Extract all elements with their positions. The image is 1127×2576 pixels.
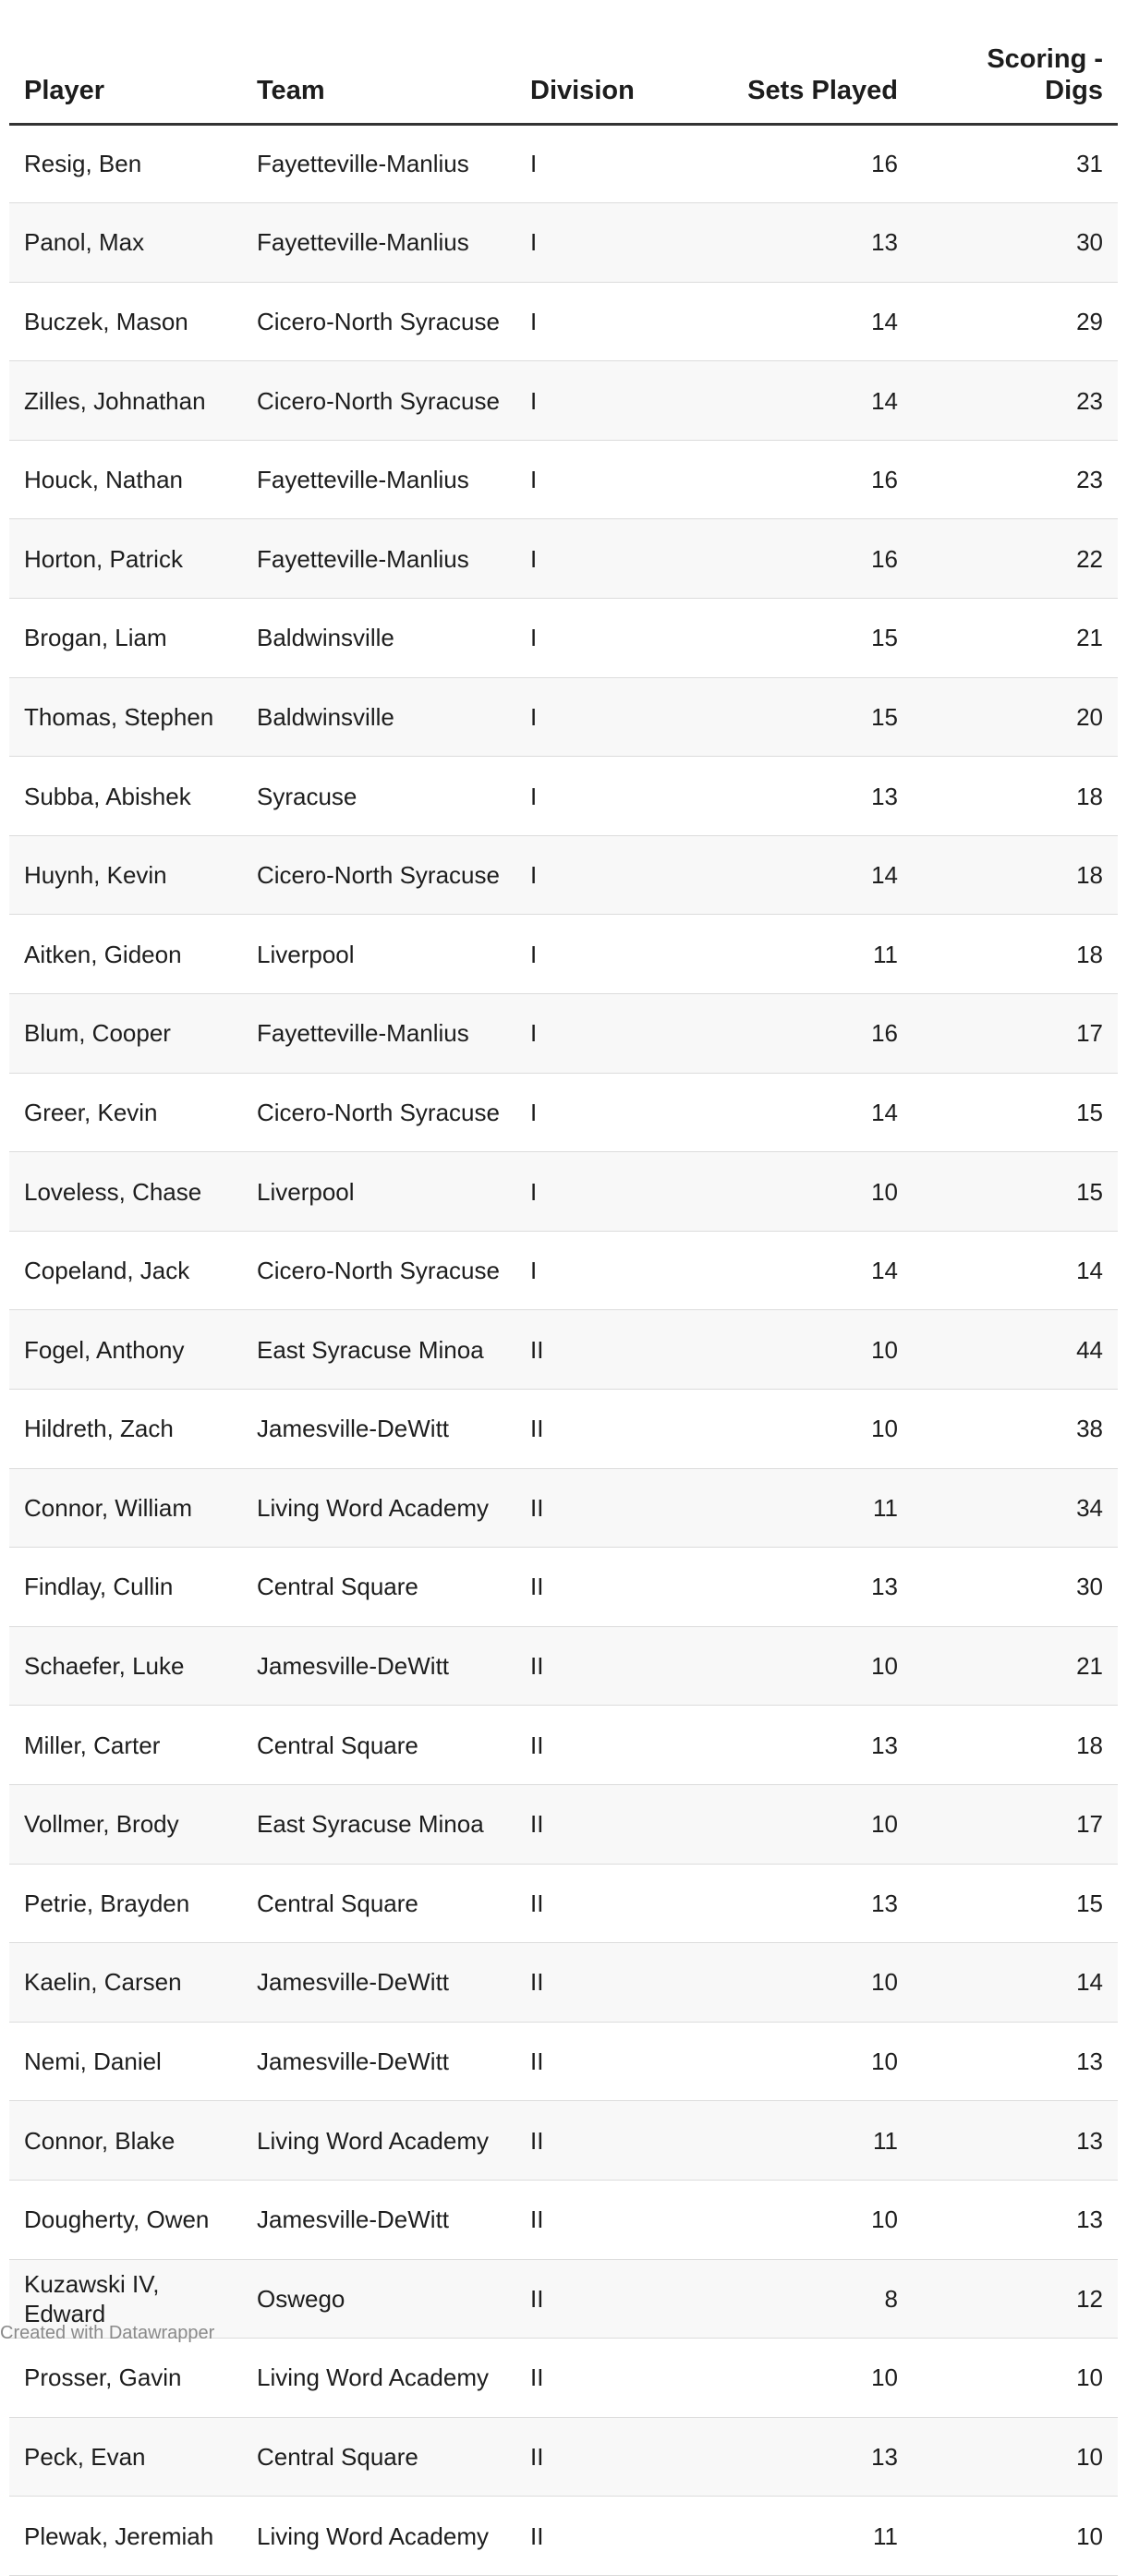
cell-player: Loveless, Chase — [9, 1152, 242, 1232]
cell-scoring-digs: 13 — [913, 2101, 1118, 2181]
cell-sets-played: 10 — [636, 1310, 913, 1390]
cell-division: I — [515, 1152, 636, 1232]
cell-team: Liverpool — [242, 1152, 515, 1232]
cell-player: Thomas, Stephen — [9, 677, 242, 757]
cell-scoring-digs: 12 — [913, 2259, 1118, 2339]
cell-scoring-digs: 23 — [913, 361, 1118, 441]
header-team[interactable]: Team — [242, 0, 515, 124]
cell-division: I — [515, 1073, 636, 1152]
cell-team: Cicero-North Syracuse — [242, 361, 515, 441]
cell-scoring-digs: 17 — [913, 1784, 1118, 1864]
cell-division: I — [515, 835, 636, 915]
datawrapper-credit[interactable]: Created with Datawrapper — [0, 2323, 215, 2343]
cell-team: Fayetteville-Manlius — [242, 519, 515, 599]
cell-team: Oswego — [242, 2259, 515, 2339]
cell-player: Vollmer, Brody — [9, 1784, 242, 1864]
cell-sets-played: 15 — [636, 599, 913, 678]
cell-player: Aitken, Gideon — [9, 915, 242, 994]
cell-division: I — [515, 757, 636, 836]
table-row — [9, 994, 1118, 1074]
cell-player: Kuzawski IV, Edward — [9, 2259, 242, 2339]
cell-team: Living Word Academy — [242, 2339, 515, 2418]
cell-sets-played: 16 — [636, 519, 913, 599]
cell-division: I — [515, 361, 636, 441]
cell-scoring-digs: 10 — [913, 2417, 1118, 2497]
cell-division: II — [515, 2497, 636, 2576]
table-row — [9, 1231, 1118, 1310]
cell-team: East Syracuse Minoa — [242, 1310, 515, 1390]
cell-scoring-digs: 14 — [913, 1231, 1118, 1310]
cell-scoring-digs: 10 — [913, 2339, 1118, 2418]
cell-division: II — [515, 1468, 636, 1548]
cell-player: Connor, William — [9, 1468, 242, 1548]
cell-player: Dougherty, Owen — [9, 2180, 242, 2259]
cell-player: Horton, Patrick — [9, 519, 242, 599]
cell-sets-played: 13 — [636, 1706, 913, 1785]
cell-team: Jamesville-DeWitt — [242, 2022, 515, 2101]
cell-team: Central Square — [242, 1706, 515, 1785]
cell-scoring-digs: 13 — [913, 2022, 1118, 2101]
cell-player: Plewak, Jeremiah — [9, 2497, 242, 2576]
cell-division: II — [515, 2180, 636, 2259]
cell-scoring-digs: 22 — [913, 519, 1118, 599]
table-row — [9, 124, 1118, 203]
cell-player: Blum, Cooper — [9, 994, 242, 1074]
cell-division: I — [515, 994, 636, 1074]
cell-scoring-digs: 15 — [913, 1864, 1118, 1943]
cell-player: Prosser, Gavin — [9, 2339, 242, 2418]
cell-scoring-digs: 15 — [913, 1152, 1118, 1232]
cell-scoring-digs: 15 — [913, 1073, 1118, 1152]
cell-team: Baldwinsville — [242, 677, 515, 757]
header-sets-played[interactable]: Sets Played — [636, 0, 913, 124]
cell-scoring-digs: 21 — [913, 599, 1118, 678]
cell-player: Hildreth, Zach — [9, 1390, 242, 1469]
cell-sets-played: 10 — [636, 2339, 913, 2418]
table-row — [9, 2101, 1118, 2181]
cell-sets-played: 10 — [636, 1943, 913, 2023]
cell-sets-played: 8 — [636, 2259, 913, 2339]
cell-player: Nemi, Daniel — [9, 2022, 242, 2101]
cell-player: Fogel, Anthony — [9, 1310, 242, 1390]
cell-sets-played: 13 — [636, 1864, 913, 1943]
cell-player: Kaelin, Carsen — [9, 1943, 242, 2023]
table-row — [9, 203, 1118, 283]
cell-sets-played: 10 — [636, 1152, 913, 1232]
cell-scoring-digs: 44 — [913, 1310, 1118, 1390]
cell-scoring-digs: 34 — [913, 1468, 1118, 1548]
cell-scoring-digs: 18 — [913, 757, 1118, 836]
table-row — [9, 2339, 1118, 2418]
cell-player: Greer, Kevin — [9, 1073, 242, 1152]
cell-division: II — [515, 2101, 636, 2181]
cell-division: II — [515, 1943, 636, 2023]
cell-sets-played: 16 — [636, 124, 913, 203]
cell-division: II — [515, 1548, 636, 1627]
cell-player: Houck, Nathan — [9, 440, 242, 519]
cell-division: I — [515, 124, 636, 203]
table-row — [9, 599, 1118, 678]
cell-sets-played: 13 — [636, 2417, 913, 2497]
cell-sets-played: 13 — [636, 1548, 913, 1627]
cell-scoring-digs: 20 — [913, 677, 1118, 757]
cell-division: I — [515, 282, 636, 361]
cell-team: Fayetteville-Manlius — [242, 994, 515, 1074]
cell-sets-played: 14 — [636, 1231, 913, 1310]
cell-team: Jamesville-DeWitt — [242, 1390, 515, 1469]
cell-sets-played: 10 — [636, 2022, 913, 2101]
table-wrapper — [9, 0, 1118, 2576]
cell-division: I — [515, 677, 636, 757]
table-row — [9, 915, 1118, 994]
cell-team: Living Word Academy — [242, 2101, 515, 2181]
cell-scoring-digs: 14 — [913, 1943, 1118, 2023]
cell-sets-played: 10 — [636, 1390, 913, 1469]
cell-team: Jamesville-DeWitt — [242, 2180, 515, 2259]
cell-sets-played: 13 — [636, 757, 913, 836]
cell-player: Subba, Abishek — [9, 757, 242, 836]
cell-team: Cicero-North Syracuse — [242, 1073, 515, 1152]
header-player[interactable]: Player — [9, 0, 242, 124]
table-row — [9, 1548, 1118, 1627]
cell-sets-played: 11 — [636, 1468, 913, 1548]
cell-sets-played: 14 — [636, 1073, 913, 1152]
cell-sets-played: 15 — [636, 677, 913, 757]
cell-player: Findlay, Cullin — [9, 1548, 242, 1627]
cell-sets-played: 10 — [636, 1784, 913, 1864]
table-row — [9, 2497, 1118, 2576]
cell-division: I — [515, 519, 636, 599]
cell-sets-played: 10 — [636, 1626, 913, 1706]
cell-division: II — [515, 1706, 636, 1785]
cell-team: Baldwinsville — [242, 599, 515, 678]
table-row — [9, 1073, 1118, 1152]
cell-division: II — [515, 1864, 636, 1943]
cell-division: I — [515, 915, 636, 994]
cell-team: Cicero-North Syracuse — [242, 835, 515, 915]
cell-division: I — [515, 440, 636, 519]
cell-division: II — [515, 1390, 636, 1469]
cell-division: II — [515, 2417, 636, 2497]
cell-team: Fayetteville-Manlius — [242, 440, 515, 519]
table-row — [9, 835, 1118, 915]
table-row — [9, 2417, 1118, 2497]
cell-division: II — [515, 2339, 636, 2418]
cell-team: Living Word Academy — [242, 1468, 515, 1548]
cell-division: II — [515, 1626, 636, 1706]
cell-scoring-digs: 30 — [913, 203, 1118, 283]
cell-sets-played: 11 — [636, 2497, 913, 2576]
cell-team: Jamesville-DeWitt — [242, 1943, 515, 2023]
cell-scoring-digs: 38 — [913, 1390, 1118, 1469]
cell-team: Liverpool — [242, 915, 515, 994]
cell-division: II — [515, 1310, 636, 1390]
cell-scoring-digs: 18 — [913, 835, 1118, 915]
table-row — [9, 361, 1118, 441]
cell-team: East Syracuse Minoa — [242, 1784, 515, 1864]
table-row — [9, 282, 1118, 361]
table-row — [9, 1943, 1118, 2023]
cell-player: Brogan, Liam — [9, 599, 242, 678]
header-row — [9, 0, 1118, 124]
table-row — [9, 2180, 1118, 2259]
table-row — [9, 2022, 1118, 2101]
cell-team: Cicero-North Syracuse — [242, 282, 515, 361]
cell-player: Resig, Ben — [9, 124, 242, 203]
cell-division: II — [515, 2022, 636, 2101]
cell-player: Connor, Blake — [9, 2101, 242, 2181]
cell-player: Miller, Carter — [9, 1706, 242, 1785]
cell-team: Central Square — [242, 1864, 515, 1943]
cell-sets-played: 16 — [636, 994, 913, 1074]
table-row — [9, 677, 1118, 757]
cell-team: Central Square — [242, 1548, 515, 1627]
cell-sets-played: 11 — [636, 915, 913, 994]
table-body — [9, 124, 1118, 2575]
cell-sets-played: 14 — [636, 282, 913, 361]
cell-player: Huynh, Kevin — [9, 835, 242, 915]
cell-scoring-digs: 30 — [913, 1548, 1118, 1627]
cell-division: II — [515, 1784, 636, 1864]
cell-sets-played: 13 — [636, 203, 913, 283]
cell-division: I — [515, 599, 636, 678]
cell-team: Fayetteville-Manlius — [242, 203, 515, 283]
cell-sets-played: 16 — [636, 440, 913, 519]
stats-table — [9, 0, 1118, 2576]
cell-scoring-digs: 31 — [913, 124, 1118, 203]
table-row — [9, 440, 1118, 519]
cell-player: Peck, Evan — [9, 2417, 242, 2497]
cell-team: Living Word Academy — [242, 2497, 515, 2576]
cell-player: Zilles, Johnathan — [9, 361, 242, 441]
cell-team: Syracuse — [242, 757, 515, 836]
header-scoring-digs[interactable]: Scoring - Digs — [913, 0, 1118, 124]
cell-division: I — [515, 203, 636, 283]
cell-sets-played: 14 — [636, 835, 913, 915]
cell-team: Jamesville-DeWitt — [242, 1626, 515, 1706]
cell-sets-played: 11 — [636, 2101, 913, 2181]
cell-player: Buczek, Mason — [9, 282, 242, 361]
header-division[interactable]: Division — [515, 0, 636, 124]
cell-sets-played: 10 — [636, 2180, 913, 2259]
cell-division: II — [515, 2259, 636, 2339]
cell-player: Petrie, Brayden — [9, 1864, 242, 1943]
table-row — [9, 1706, 1118, 1785]
cell-scoring-digs: 29 — [913, 282, 1118, 361]
cell-scoring-digs: 21 — [913, 1626, 1118, 1706]
table-row — [9, 1864, 1118, 1943]
cell-scoring-digs: 10 — [913, 2497, 1118, 2576]
cell-player: Panol, Max — [9, 203, 242, 283]
table-row — [9, 1784, 1118, 1864]
table-row — [9, 1626, 1118, 1706]
cell-team: Fayetteville-Manlius — [242, 124, 515, 203]
cell-scoring-digs: 17 — [913, 994, 1118, 1074]
table-row — [9, 1152, 1118, 1232]
cell-team: Central Square — [242, 2417, 515, 2497]
cell-team: Cicero-North Syracuse — [242, 1231, 515, 1310]
cell-sets-played: 14 — [636, 361, 913, 441]
table-row — [9, 757, 1118, 836]
table-row — [9, 1468, 1118, 1548]
cell-scoring-digs: 18 — [913, 1706, 1118, 1785]
cell-scoring-digs: 13 — [913, 2180, 1118, 2259]
cell-scoring-digs: 23 — [913, 440, 1118, 519]
cell-division: I — [515, 1231, 636, 1310]
table-row — [9, 519, 1118, 599]
cell-player: Copeland, Jack — [9, 1231, 242, 1310]
cell-scoring-digs: 18 — [913, 915, 1118, 994]
cell-player: Schaefer, Luke — [9, 1626, 242, 1706]
table-row — [9, 1390, 1118, 1469]
table-row — [9, 1310, 1118, 1390]
